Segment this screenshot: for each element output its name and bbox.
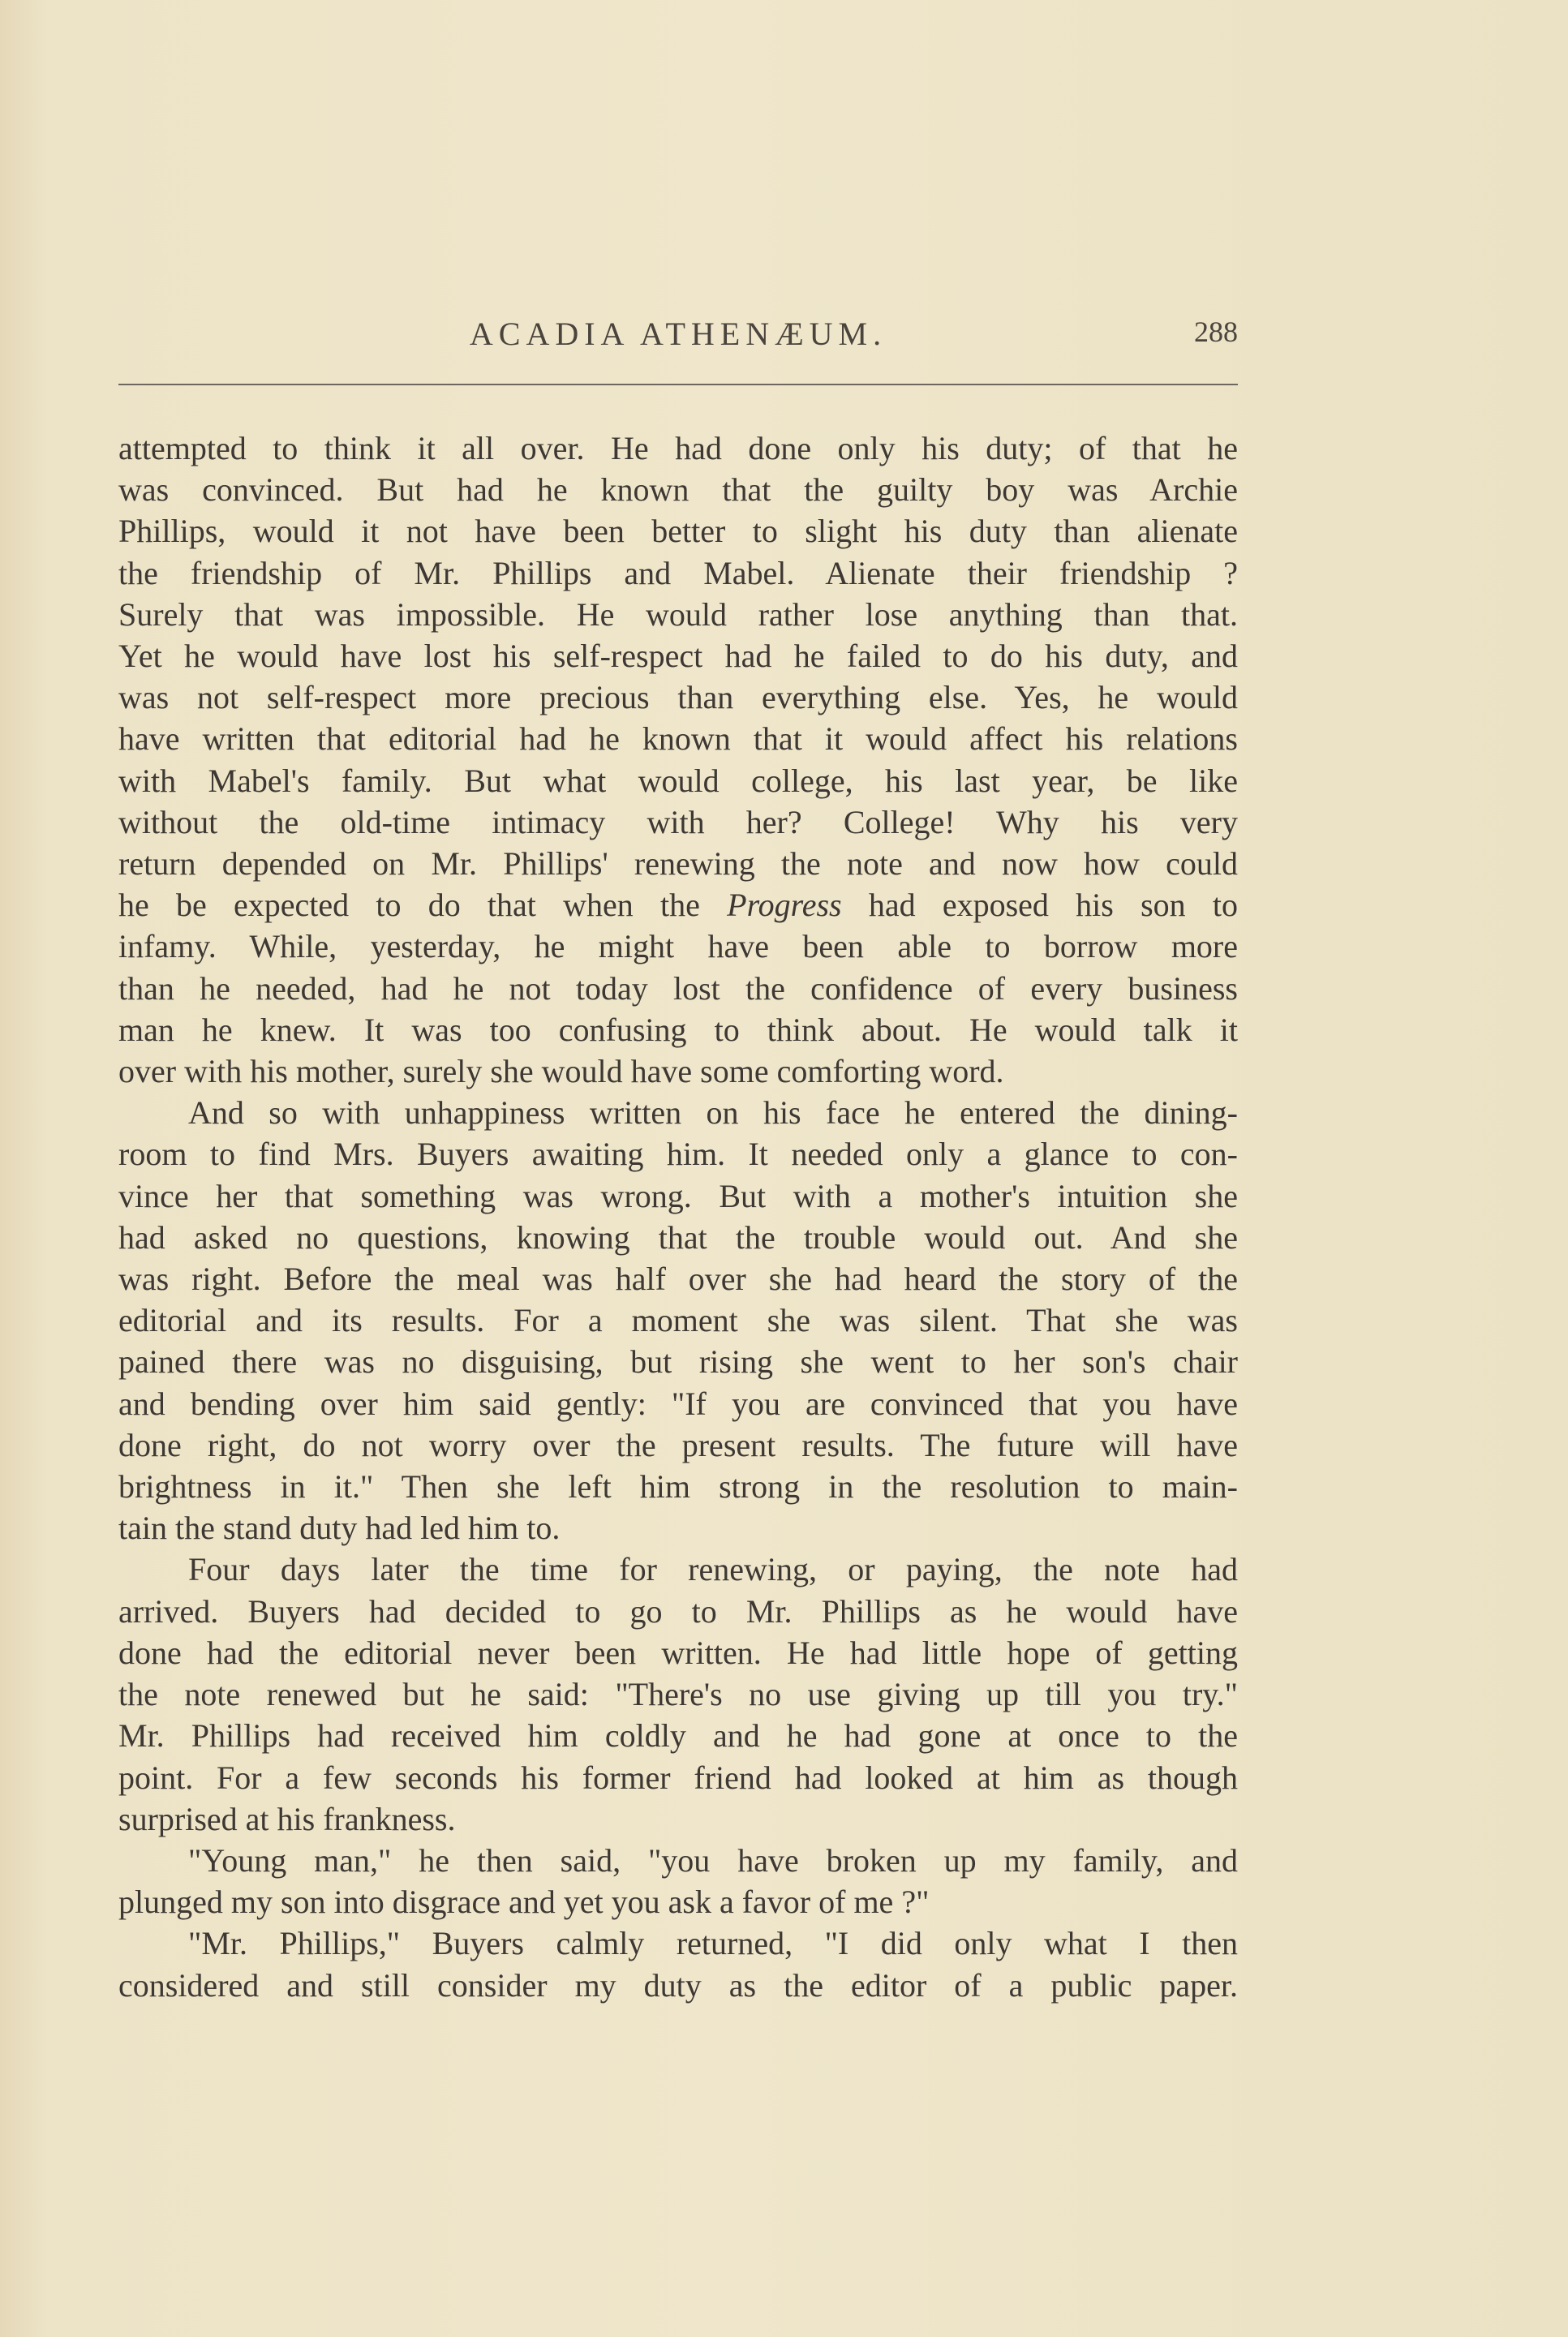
text-line: infamy. While, yesterday, he might have been able to borrow more xyxy=(118,928,1238,965)
text-line: over with his mother, surely she would have some comforting word. xyxy=(118,1053,1004,1090)
running-title: ACADIA ATHENÆUM. xyxy=(469,316,887,352)
text-line: Yet he would have lost his self-respect had he failed to do his duty, and xyxy=(118,638,1238,675)
text-line: was not self-respect more precious than everything else. Yes, he would xyxy=(118,679,1238,716)
text-line: "Young man," he then said, "you have broken up my family, and xyxy=(188,1841,1238,1879)
text-line: pained there was no disguising, but rising she went to her son's chair xyxy=(118,1343,1238,1381)
text-line: "Mr. Phillips," Buyers calmly returned, "I did only what I then xyxy=(188,1925,1238,1962)
text-line: Four days later the time for renewing, or paying, the note had xyxy=(188,1551,1238,1588)
line-segment: had exposed his son to xyxy=(841,887,1238,924)
text-line: with Mabel's family. But what would college, his last year, be like xyxy=(118,762,1238,799)
page-header xyxy=(118,315,1238,355)
text-line: Mr. Phillips had received him coldly and he had gone at once to the xyxy=(118,1717,1238,1755)
text-line: brightness in it." Then she left him strong in the resolution to main- xyxy=(118,1468,1238,1506)
text-line: room to find Mrs. Buyers awaiting him. It needed only a glance to con- xyxy=(118,1136,1238,1173)
newspaper-title: Progress xyxy=(727,887,842,924)
text-line: have written that editorial had he known that it would affect his relations xyxy=(118,720,1238,758)
text-line: surprised at his frankness. xyxy=(118,1800,456,1837)
text-line: considered and still consider my duty as the editor of a public paper. xyxy=(118,1966,1238,2004)
text-line: vince her that something was wrong. But with a mother's intuition she xyxy=(118,1177,1238,1214)
text-line: tain the stand duty had led him to. xyxy=(118,1510,561,1547)
text-line: Surely that was impossible. He would rather lose anything than that. xyxy=(118,595,1238,633)
text-line-with-italic xyxy=(118,884,1238,926)
text-line: and bending over him said gently: "If you are convinced that you have xyxy=(118,1385,1238,1422)
text-line: was right. Before the meal was half over she had heard the story of the xyxy=(118,1261,1238,1298)
text-line: And so with unhappiness written on his face he entered the dining- xyxy=(188,1094,1238,1132)
header-rule xyxy=(118,384,1238,385)
text-line: return depended on Mr. Phillips' renewing the note and now how could xyxy=(118,845,1238,883)
text-line: attempted to think it all over. He had done only his duty; of that he xyxy=(118,430,1238,466)
text-line: man he knew. It was too confusing to think about. He would talk it xyxy=(118,1011,1238,1048)
text-line: editorial and its results. For a moment she was silent. That she was xyxy=(118,1302,1238,1339)
text-line: the note renewed but he said: "There's no use giving up till you try." xyxy=(118,1676,1238,1713)
text-line: plunged my son into disgrace and yet you ask a favor of me ?" xyxy=(118,1884,930,1921)
text-line: was convinced. But had he known that the guilty boy was Archie xyxy=(118,471,1238,509)
text-line: done had the editorial never been written. He had little hope of getting xyxy=(118,1634,1238,1671)
text-line: arrived. Buyers had decided to go to Mr. Phillips as he would have xyxy=(118,1592,1238,1630)
text-line: had asked no questions, knowing that the trouble would out. And she xyxy=(118,1218,1238,1256)
text-line: done right, do not worry over the present results. The future will have xyxy=(118,1426,1238,1463)
body-text xyxy=(118,427,1238,2006)
line-segment: he be expected to do that when the xyxy=(118,887,728,924)
page-number: 288 xyxy=(1194,316,1238,348)
text-line: point. For a few seconds his former friend had looked at him as though xyxy=(118,1759,1238,1796)
text-line: Phillips, would it not have been better to slight his duty than alienate xyxy=(118,513,1238,550)
text-line: the friendship of Mr. Phillips and Mabel. Alienate their friendship ? xyxy=(118,554,1238,591)
text-line: without the old-time intimacy with her? College! Why his very xyxy=(118,803,1238,840)
text-line: than he needed, had he not today lost the confidence of every business xyxy=(118,969,1238,1007)
